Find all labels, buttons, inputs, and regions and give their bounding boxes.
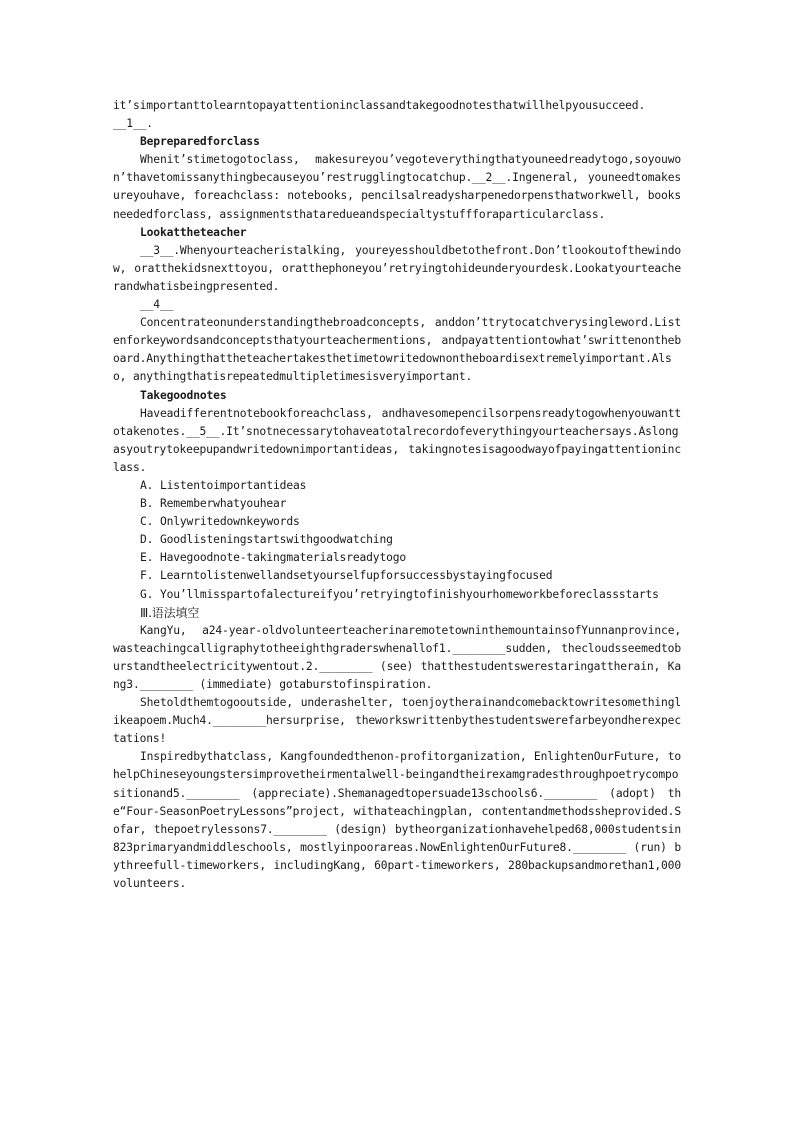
option-g: G. You’llmisspartofalectureifyou’retryingtofinishyourhomeworkbeforeclassstarts xyxy=(140,587,659,601)
section-title-grammar-fill: Ⅲ.语法填空 xyxy=(140,605,200,620)
blank-1: __1__. xyxy=(113,117,153,131)
intro-line: it’simportanttolearntopayattentioninclassandtakegoodnotesthatwillhelpyousucceed. xyxy=(113,99,646,112)
heading-be-prepared: Bepreparedforclass xyxy=(140,135,260,149)
paragraph-concentrate: Concentrateonunderstandingthebroadconcepts, anddon’ttrytocatchverysingleword.Listenforkeywordsandconceptsthatyourteachermentions, andpayattentiontowhat’swrittenontheboard.Anythingthattheteachertakesthetimetowritedownontheboardisextremelyimportant.Also, anythingthatisrepeatedmultipletimesisveryimportant. xyxy=(113,316,681,384)
blank-2: __2__ xyxy=(472,171,506,185)
paragraph-kangyu-3: Inspiredbythatclass, Kangfoundedthenon-profitorganization, EnlightenOurFuture, tohelpChineseyoungstersimprovetheirmentalwell-beingandtheirexamgradesthroughpoetrycompositionand5.________ (appreciate).Shemanagedtopersuade13schools6.________ (adopt) the“Four-SeasonPoetryLessons”project, withateachingplan, contentandmethodssheprovided.Sofar, thepoetrylessons7.________ (design) bytheorganizationhavehelped68,000studentsin823primaryandmiddleschools, mostlyinpoorareas.NowEnlightenOurFuture8.________ (run) bythreefull-timeworkers, includingKang, 60part-timeworkers, 280backupsandmorethan1,000volunteers. xyxy=(113,750,681,891)
heading-take-notes: Takegoodnotes xyxy=(140,388,227,402)
option-f: F. Learntolistenwellandsetyourselfupforsuccessbystayingfocused xyxy=(140,569,553,583)
option-c: C. Onlywritedownkeywords xyxy=(140,515,300,529)
paragraph-kangyu-1: KangYu, a24-year-oldvolunteerteacherinaremotetowninthemountainsofYunnanprovince, wasteachingcalligraphytotheeighthgraderswhenallof1.________sudden, thecloudsseemedtoburstandtheelectricitywentout.2.________ (see) thatthestudentswerestaringattherain, Kang3.________ (immediate) gotaburstofinspiration. xyxy=(113,623,681,691)
paragraph-notes: Haveadifferentnotebookforeachclass, andhavesomepencilsorpensreadytogowhenyouwanttotakenotes.__5__.It’snotnecessarytohaveatotalrecordofeverythingyourteachersays.Aslongasyoutrytokeepupandwritedownimportantideas, takingnotesisagoodwayofpayingattentioninclass. xyxy=(113,406,681,474)
paragraph-look: __3__.Whenyourteacheristalking, youreyesshouldbetothefront.Don’tlookoutofthewindow, oratthekidsnexttoyou, oratthephoneyou’retryingtohideunderyourdesk.Lookatyourteacherandwhatisbeingpresented. xyxy=(113,243,681,293)
paragraph-prepared: Whenit’stimetogotoclass, makesureyou’vegoteverythingthatyouneedreadytogo,soyouwon’thavetomissanythingbecauseyou’restrugglingtocatchup.__2__.Ingeneral, youneedtomakesureyouhave, foreachclass: notebooks, pencilsalreadysharpenedorpensthatworkwell, booksneededforclass, assignmentsthataredueandspecialtystuffforaparticularclass. xyxy=(113,153,681,221)
option-d: D. Goodlisteningstartswithgoodwatching xyxy=(140,533,393,547)
blank-4: __4__ xyxy=(140,298,174,312)
option-a: A. Listentoimportantideas xyxy=(140,478,307,492)
paragraph-kangyu-2: Shetoldthemtogooutside, underashelter, toenjoytherainandcomebacktowritesomethinglikeapoem.Much4.________hersurprise, theworkswrittenbythestudentswerefarbeyondherexpectations! xyxy=(113,696,681,746)
option-b: B. Rememberwhatyouhear xyxy=(140,497,287,511)
option-e: E. Havegoodnote-takingmaterialsreadytogo xyxy=(140,551,407,565)
blank-3: __3__ xyxy=(140,243,174,257)
document-page xyxy=(113,97,681,893)
heading-look-at-teacher: Lookattheteacher xyxy=(140,225,247,239)
blank-5: __5__ xyxy=(186,424,220,438)
